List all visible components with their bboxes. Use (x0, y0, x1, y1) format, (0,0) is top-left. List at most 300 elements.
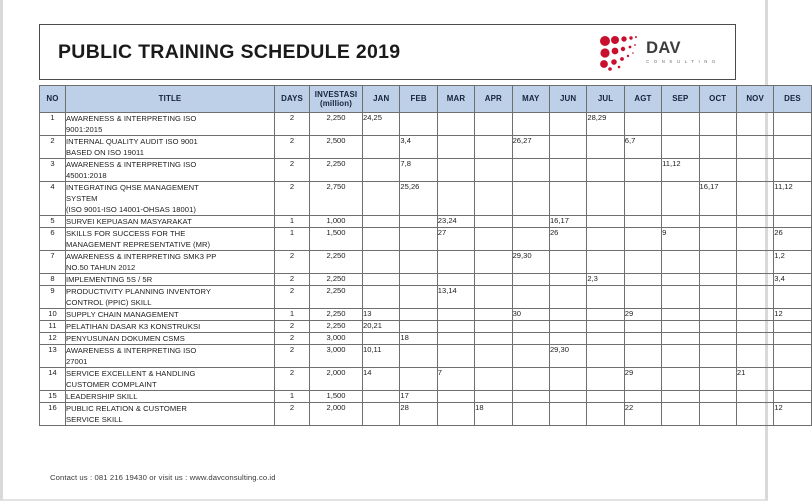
cell-month-mar: 13,14 (437, 286, 474, 309)
cell-month-feb (400, 368, 437, 391)
cell-month-sep (662, 216, 699, 228)
cell-month-des (774, 286, 811, 309)
cell-month-mar (437, 113, 474, 136)
cell-month-mar (437, 345, 474, 368)
cell-month-mar (437, 333, 474, 345)
table-body (40, 113, 812, 426)
cell-month-feb: 17 (400, 391, 437, 403)
cell-days: 1 (275, 216, 310, 228)
cell-month-agt: 29 (624, 309, 661, 321)
course-title-line-1: SUPPLY CHAIN MANAGEMENT (66, 310, 179, 319)
cell-days: 2 (275, 368, 310, 391)
table-row (40, 286, 812, 309)
cell-month-jun: 29,30 (549, 345, 586, 368)
cell-month-des (774, 113, 811, 136)
cell-month-des (774, 216, 811, 228)
course-title-line-1: PUBLIC RELATION & CUSTOMER (66, 404, 187, 413)
cell-month-jun (549, 136, 586, 159)
cell-month-sep (662, 321, 699, 333)
course-title-line-2: 9001:2015 (66, 125, 103, 134)
cell-row-number: 10 (40, 309, 66, 321)
cell-month-may (512, 286, 549, 309)
cell-month-sep: 11,12 (662, 159, 699, 182)
cell-investment: 1,500 (310, 391, 363, 403)
cell-course-title (66, 286, 275, 309)
cell-month-des (774, 159, 811, 182)
cell-investment: 2,250 (310, 274, 363, 286)
cell-month-may (512, 368, 549, 391)
course-title-line-2: NO.50 TAHUN 2012 (66, 263, 136, 272)
cell-month-des: 12 (774, 309, 811, 321)
column-header-may: MAY (512, 86, 549, 113)
cell-month-des (774, 345, 811, 368)
course-title-line-1: AWARENESS & INTERPRETING ISO (66, 114, 197, 123)
cell-month-nov (736, 321, 773, 333)
cell-month-jan (363, 159, 400, 182)
cell-month-mar (437, 309, 474, 321)
logo-wordmark (646, 40, 717, 64)
column-header-agt: AGT (624, 86, 661, 113)
column-header-mar: MAR (437, 86, 474, 113)
cell-month-jan (363, 391, 400, 403)
cell-course-title (66, 403, 275, 426)
cell-month-oct (699, 216, 736, 228)
cell-course-title (66, 113, 275, 136)
cell-month-jul: 2,3 (587, 274, 624, 286)
cell-month-may (512, 113, 549, 136)
table-row (40, 309, 812, 321)
course-title-line-1: INTERNAL QUALITY AUDIT ISO 9001 (66, 137, 198, 146)
course-title-line-1: INTEGRATING QHSE MANAGEMENT (66, 183, 199, 192)
cell-days: 2 (275, 403, 310, 426)
course-title-line-1: PRODUCTIVITY PLANNING INVENTORY (66, 287, 212, 296)
cell-month-feb (400, 286, 437, 309)
table-row (40, 274, 812, 286)
cell-month-may: 29,30 (512, 251, 549, 274)
cell-month-feb: 25,26 (400, 182, 437, 216)
cell-row-number: 6 (40, 228, 66, 251)
cell-month-apr (475, 368, 512, 391)
cell-month-feb (400, 251, 437, 274)
cell-month-apr (475, 216, 512, 228)
red-dot-cluster-icon (597, 32, 641, 72)
cell-month-sep (662, 182, 699, 216)
cell-month-feb (400, 216, 437, 228)
cell-month-agt (624, 333, 661, 345)
cell-course-title (66, 159, 275, 182)
cell-month-sep (662, 333, 699, 345)
cell-investment: 1,000 (310, 216, 363, 228)
cell-month-jun (549, 286, 586, 309)
cell-days: 2 (275, 321, 310, 333)
cell-month-jun: 26 (549, 228, 586, 251)
cell-days: 1 (275, 391, 310, 403)
table-row (40, 113, 812, 136)
cell-month-mar: 7 (437, 368, 474, 391)
cell-investment: 2,250 (310, 159, 363, 182)
cell-month-nov (736, 286, 773, 309)
cell-month-agt (624, 251, 661, 274)
cell-month-jul (587, 391, 624, 403)
table-header (40, 86, 812, 113)
cell-days: 2 (275, 182, 310, 216)
cell-month-oct (699, 333, 736, 345)
cell-month-may: 26,27 (512, 136, 549, 159)
cell-month-sep (662, 274, 699, 286)
column-header-jun: JUN (549, 86, 586, 113)
cell-month-jan (363, 403, 400, 426)
course-title-line-1: SURVEI KEPUASAN MASYARAKAT (66, 217, 192, 226)
cell-month-feb (400, 228, 437, 251)
cell-month-agt: 22 (624, 403, 661, 426)
cell-investment: 2,250 (310, 113, 363, 136)
cell-month-des: 1,2 (774, 251, 811, 274)
column-header-inv-line2: (million) (319, 99, 353, 108)
cell-month-oct (699, 391, 736, 403)
cell-month-agt (624, 286, 661, 309)
cell-course-title (66, 345, 275, 368)
cell-month-apr (475, 159, 512, 182)
cell-month-agt (624, 159, 661, 182)
table-row (40, 182, 812, 216)
cell-month-des (774, 333, 811, 345)
cell-month-may (512, 333, 549, 345)
cell-month-agt: 6,7 (624, 136, 661, 159)
cell-days: 2 (275, 136, 310, 159)
cell-month-jan: 13 (363, 309, 400, 321)
cell-month-des (774, 321, 811, 333)
training-schedule-table (39, 85, 812, 426)
course-title-line-1: AWARENESS & INTERPRETING ISO (66, 346, 197, 355)
cell-month-feb (400, 321, 437, 333)
cell-row-number: 9 (40, 286, 66, 309)
logo-tagline: C O N S U L T I N G (646, 59, 717, 64)
course-title-line-2: 45001:2018 (66, 171, 107, 180)
column-header-feb: FEB (400, 86, 437, 113)
table-row (40, 368, 812, 391)
cell-investment: 2,250 (310, 309, 363, 321)
column-header-apr: APR (475, 86, 512, 113)
cell-month-des (774, 368, 811, 391)
course-title-line-1: SERVICE EXCELLENT & HANDLING (66, 369, 196, 378)
column-header-days: DAYS (275, 86, 310, 113)
table-header-row (40, 86, 812, 113)
cell-course-title (66, 333, 275, 345)
cell-month-mar: 27 (437, 228, 474, 251)
cell-month-mar (437, 321, 474, 333)
cell-month-agt: 29 (624, 368, 661, 391)
cell-month-apr (475, 309, 512, 321)
course-title-line-1: IMPLEMENTING 5S / 5R (66, 275, 153, 284)
cell-month-agt (624, 228, 661, 251)
cell-days: 2 (275, 159, 310, 182)
cell-month-jul (587, 251, 624, 274)
company-logo (597, 32, 721, 72)
cell-month-jan (363, 274, 400, 286)
course-title-line-2: CONTROL (PPIC) SKILL (66, 298, 152, 307)
cell-month-sep: 9 (662, 228, 699, 251)
contact-footer: Contact us : 081 216 19430 or visit us : www.davconsulting.co.id (50, 473, 276, 482)
cell-month-jun: 16,17 (549, 216, 586, 228)
cell-month-sep (662, 286, 699, 309)
column-header-jul: JUL (587, 86, 624, 113)
cell-month-agt (624, 216, 661, 228)
cell-month-jul (587, 216, 624, 228)
cell-investment: 1,500 (310, 228, 363, 251)
cell-month-nov (736, 228, 773, 251)
cell-investment: 2,250 (310, 286, 363, 309)
cell-month-jul (587, 286, 624, 309)
cell-month-jan (363, 182, 400, 216)
column-header-inv-line1: INVESTASI (314, 89, 358, 99)
cell-month-jan (363, 333, 400, 345)
page-title: PUBLIC TRAINING SCHEDULE 2019 (58, 40, 401, 63)
cell-month-sep (662, 391, 699, 403)
cell-month-jun (549, 113, 586, 136)
table-row (40, 403, 812, 426)
cell-month-mar (437, 182, 474, 216)
cell-month-jul (587, 403, 624, 426)
cell-month-mar (437, 274, 474, 286)
cell-month-may (512, 159, 549, 182)
cell-row-number: 15 (40, 391, 66, 403)
cell-month-apr (475, 182, 512, 216)
cell-month-apr: 18 (475, 403, 512, 426)
cell-month-sep (662, 136, 699, 159)
cell-month-feb (400, 345, 437, 368)
cell-course-title (66, 136, 275, 159)
course-title-line-1: LEADERSHIP SKILL (66, 392, 138, 401)
cell-investment: 3,000 (310, 333, 363, 345)
cell-month-jun (549, 182, 586, 216)
course-title-line-1: PENYUSUNAN DOKUMEN CSMS (66, 334, 185, 343)
cell-month-oct (699, 403, 736, 426)
cell-month-apr (475, 345, 512, 368)
cell-month-jun (549, 309, 586, 321)
cell-days: 2 (275, 286, 310, 309)
cell-month-mar (437, 136, 474, 159)
column-header-oct: OCT (699, 86, 736, 113)
cell-month-des (774, 136, 811, 159)
cell-month-may: 30 (512, 309, 549, 321)
document-header (39, 24, 736, 80)
cell-month-apr (475, 228, 512, 251)
cell-month-jul (587, 368, 624, 391)
cell-row-number: 8 (40, 274, 66, 286)
cell-month-may (512, 321, 549, 333)
cell-month-oct (699, 251, 736, 274)
cell-course-title (66, 251, 275, 274)
cell-month-feb: 18 (400, 333, 437, 345)
cell-month-feb: 28 (400, 403, 437, 426)
cell-month-nov (736, 113, 773, 136)
cell-month-des: 3,4 (774, 274, 811, 286)
cell-month-sep (662, 309, 699, 321)
cell-month-may (512, 403, 549, 426)
table-row (40, 391, 812, 403)
cell-month-jul (587, 159, 624, 182)
column-header-des: DES (774, 86, 811, 113)
column-header-sep: SEP (662, 86, 699, 113)
cell-month-sep (662, 113, 699, 136)
cell-month-apr (475, 136, 512, 159)
cell-month-jan (363, 251, 400, 274)
cell-month-mar (437, 403, 474, 426)
cell-days: 2 (275, 333, 310, 345)
cell-month-nov (736, 403, 773, 426)
cell-month-agt (624, 321, 661, 333)
table-row (40, 136, 812, 159)
cell-month-jan: 10,11 (363, 345, 400, 368)
cell-month-apr (475, 113, 512, 136)
cell-investment: 2,500 (310, 136, 363, 159)
cell-month-apr (475, 274, 512, 286)
cell-course-title (66, 274, 275, 286)
cell-month-oct: 16,17 (699, 182, 736, 216)
cell-month-feb: 7,8 (400, 159, 437, 182)
cell-month-jun (549, 251, 586, 274)
cell-month-des: 12 (774, 403, 811, 426)
table-row (40, 333, 812, 345)
cell-month-oct (699, 309, 736, 321)
cell-row-number: 4 (40, 182, 66, 216)
cell-days: 2 (275, 345, 310, 368)
cell-course-title (66, 321, 275, 333)
cell-month-jan (363, 136, 400, 159)
cell-month-oct (699, 136, 736, 159)
cell-row-number: 12 (40, 333, 66, 345)
cell-course-title (66, 368, 275, 391)
cell-month-feb: 3,4 (400, 136, 437, 159)
cell-month-nov: 21 (736, 368, 773, 391)
cell-month-feb (400, 274, 437, 286)
cell-days: 2 (275, 113, 310, 136)
cell-month-oct (699, 345, 736, 368)
cell-investment: 2,250 (310, 321, 363, 333)
cell-month-oct (699, 368, 736, 391)
cell-month-jun (549, 333, 586, 345)
cell-month-may (512, 391, 549, 403)
cell-month-nov (736, 274, 773, 286)
cell-row-number: 5 (40, 216, 66, 228)
cell-month-oct (699, 159, 736, 182)
course-title-line-2: MANAGEMENT REPRESENTATIVE (MR) (66, 240, 211, 249)
table-row (40, 321, 812, 333)
cell-month-apr (475, 286, 512, 309)
cell-investment: 2,000 (310, 403, 363, 426)
cell-row-number: 13 (40, 345, 66, 368)
course-title-line-2: 27001 (66, 357, 88, 366)
cell-month-des: 11,12 (774, 182, 811, 216)
cell-month-mar (437, 251, 474, 274)
course-title-line-1: SKILLS FOR SUCCESS FOR THE (66, 229, 186, 238)
cell-month-jan (363, 228, 400, 251)
cell-month-may (512, 182, 549, 216)
cell-course-title (66, 216, 275, 228)
cell-month-des: 26 (774, 228, 811, 251)
cell-month-jun (549, 391, 586, 403)
course-title-line-3: (ISO 9001-ISO 14001-OHSAS 18001) (66, 205, 196, 214)
column-header-no: NO (40, 86, 66, 113)
cell-month-may (512, 216, 549, 228)
cell-investment: 2,750 (310, 182, 363, 216)
cell-month-mar: 23,24 (437, 216, 474, 228)
cell-month-jul (587, 309, 624, 321)
cell-month-jan: 24,25 (363, 113, 400, 136)
cell-days: 2 (275, 251, 310, 274)
cell-month-mar (437, 391, 474, 403)
column-header-jan: JAN (363, 86, 400, 113)
cell-investment: 3,000 (310, 345, 363, 368)
cell-row-number: 14 (40, 368, 66, 391)
cell-month-jul (587, 228, 624, 251)
schedule-table-wrapper (39, 85, 801, 426)
cell-month-sep (662, 251, 699, 274)
cell-month-agt (624, 274, 661, 286)
table-row (40, 345, 812, 368)
cell-course-title (66, 309, 275, 321)
cell-row-number: 2 (40, 136, 66, 159)
cell-month-nov (736, 333, 773, 345)
cell-month-sep (662, 368, 699, 391)
cell-month-jul (587, 182, 624, 216)
cell-month-jun (549, 403, 586, 426)
cell-month-jun (549, 368, 586, 391)
cell-month-may (512, 345, 549, 368)
cell-month-apr (475, 321, 512, 333)
cell-month-agt (624, 391, 661, 403)
cell-month-nov (736, 391, 773, 403)
cell-month-jan (363, 286, 400, 309)
cell-month-nov (736, 251, 773, 274)
course-title-line-2: SERVICE SKILL (66, 415, 123, 424)
cell-month-nov (736, 182, 773, 216)
cell-row-number: 16 (40, 403, 66, 426)
cell-row-number: 7 (40, 251, 66, 274)
cell-month-jan: 20,21 (363, 321, 400, 333)
cell-month-nov (736, 159, 773, 182)
cell-month-mar (437, 159, 474, 182)
cell-month-oct (699, 113, 736, 136)
column-header-inv (310, 86, 363, 113)
cell-month-des (774, 391, 811, 403)
cell-month-sep (662, 345, 699, 368)
cell-month-may (512, 274, 549, 286)
cell-month-jan (363, 216, 400, 228)
course-title-line-1: AWARENESS & INTERPRETING SMK3 PP (66, 252, 217, 261)
cell-month-jan: 14 (363, 368, 400, 391)
cell-month-jun (549, 159, 586, 182)
cell-month-oct (699, 286, 736, 309)
cell-month-feb (400, 113, 437, 136)
cell-days: 1 (275, 228, 310, 251)
cell-month-jun (549, 321, 586, 333)
cell-month-feb (400, 309, 437, 321)
column-header-nov: NOV (736, 86, 773, 113)
cell-month-apr (475, 391, 512, 403)
cell-month-oct (699, 321, 736, 333)
cell-row-number: 1 (40, 113, 66, 136)
cell-investment: 2,250 (310, 251, 363, 274)
cell-month-jul (587, 345, 624, 368)
cell-month-nov (736, 216, 773, 228)
cell-course-title (66, 228, 275, 251)
cell-month-oct (699, 274, 736, 286)
cell-row-number: 11 (40, 321, 66, 333)
cell-days: 2 (275, 274, 310, 286)
cell-month-jul: 28,29 (587, 113, 624, 136)
table-row (40, 159, 812, 182)
